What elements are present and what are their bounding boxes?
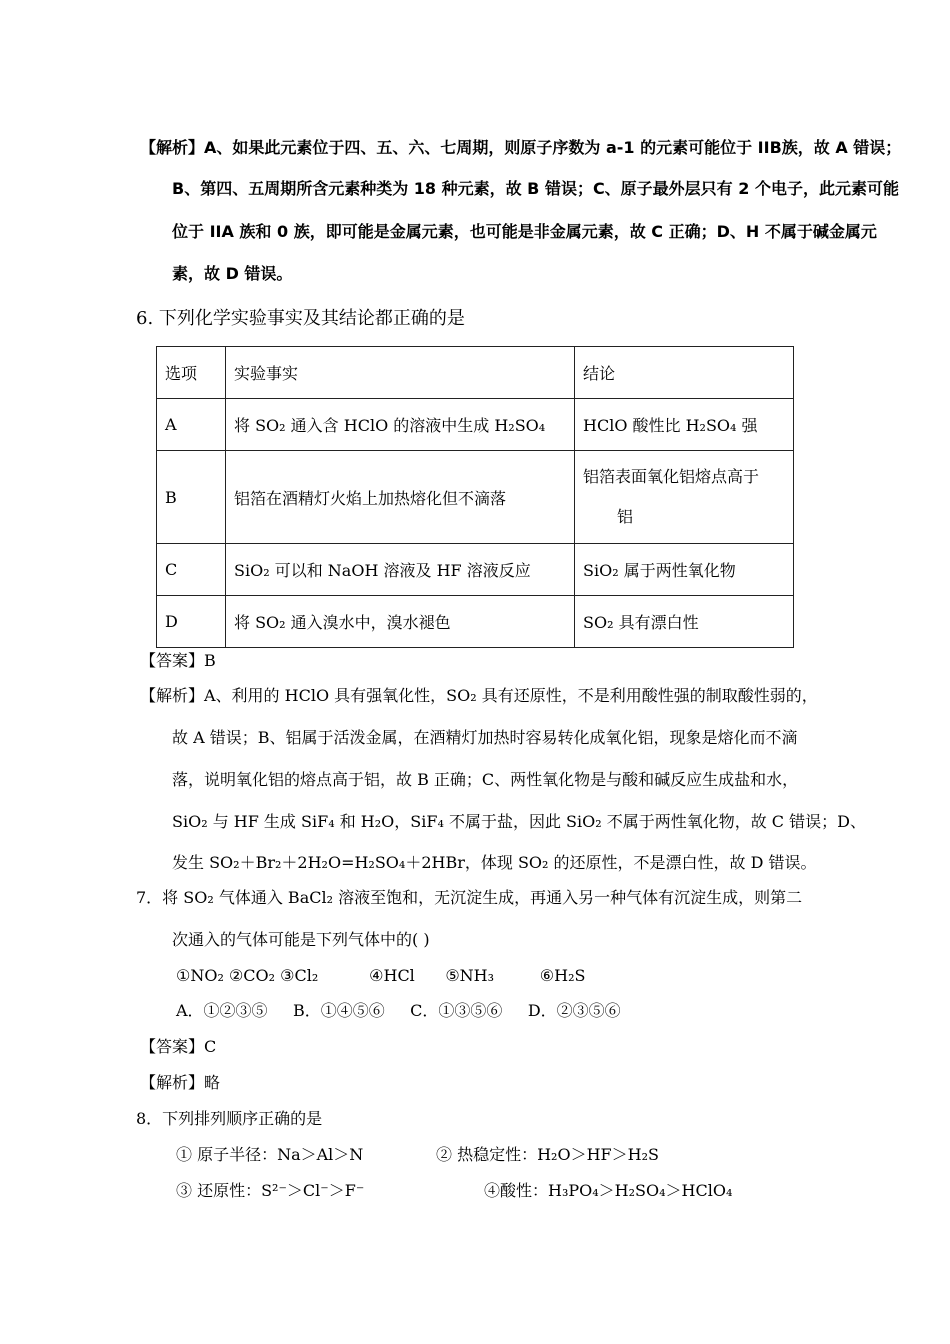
analysis5-line-3: 位于 IIA 族和 0 族，即可能是金属元素，也可能是非金属元素，故 C 正确；D、H 不属于碱金属元 [172, 222, 877, 241]
table-row [157, 399, 794, 451]
row-option: C [157, 544, 226, 596]
row-fact: 铝箔在酒精灯火焰上加热熔化但不滴落 [226, 451, 575, 544]
row-fact: SiO₂ 可以和 NaOH 溶液及 HF 溶液反应 [226, 544, 575, 596]
table-row [157, 596, 794, 648]
row-fact: 将 SO₂ 通入含 HClO 的溶液中生成 H₂SO₄ [226, 399, 575, 451]
question-6-title: 6. 下列化学实验事实及其结论都正确的是 [136, 308, 465, 329]
row-fact: 将 SO₂ 通入溴水中，溴水褪色 [226, 596, 575, 648]
header-conclusion: 结论 [575, 347, 794, 399]
table-row [157, 544, 794, 596]
row-option: D [157, 596, 226, 648]
question-7-answer: 【答案】C [140, 1037, 217, 1056]
question-8-title: 8．下列排列顺序正确的是 [136, 1109, 323, 1128]
table-header-row [157, 347, 794, 399]
row-option: B [157, 451, 226, 544]
question-8-item-2: ② 热稳定性：H₂O＞HF＞H₂S [436, 1145, 659, 1164]
header-fact: 实验事实 [226, 347, 575, 399]
question-6-answer: 【答案】B [140, 651, 216, 670]
question-6-analysis-line-3: 落，说明氧化铝的熔点高于铝，故 B 正确；C、两性氧化物是与酸和碱反应生成盐和水， [172, 770, 799, 789]
question-7-analysis: 【解析】略 [140, 1073, 221, 1092]
row-conclusion [575, 451, 794, 544]
question-6-analysis-line-1: 【解析】A、利用的 HClO 具有强氧化性，SO₂ 具有还原性，不是利用酸性强的制取酸性弱的， [140, 686, 818, 705]
row-conclusion: HClO 酸性比 H₂SO₄ 强 [575, 399, 794, 451]
row-conclusion: SiO₂ 属于两性氧化物 [575, 544, 794, 596]
question-6-table [156, 346, 794, 648]
question-8-item-1: ① 原子半径：Na＞Al＞N [176, 1145, 364, 1164]
question-8-item-4: ④酸性：H₃PO₄＞H₂SO₄＞HClO₄ [484, 1181, 733, 1200]
question-7-stem-line-1: 7．将 SO₂ 气体通入 BaCl₂ 溶液至饱和，无沉淀生成，再通入另一种气体有沉淀生成，则第二 [136, 888, 803, 907]
analysis5-line-1: 【解析】A、如果此元素位于四、五、六、七周期，则原子序数为 a-1 的元素可能位于 IIB族，故 A 错误； [140, 138, 902, 157]
question-7-options: A．①②③⑤ B．①④⑤⑥ C．①③⑤⑥ D．②③⑤⑥ [176, 1001, 621, 1020]
question-8-item-3: ③ 还原性：S²⁻＞Cl⁻＞F⁻ [176, 1181, 365, 1200]
row-conclusion-line-2: 铝 [617, 507, 634, 526]
question-7-gas-list: ①NO₂ ②CO₂ ③Cl₂ ④HCl ⑤NH₃ ⑥H₂S [176, 966, 586, 985]
question-6-analysis-line-5: 发生 SO₂＋Br₂＋2H₂O=H₂SO₄＋2HBr，体现 SO₂ 的还原性，不是漂白性，故 D 错误。 [172, 853, 817, 872]
question-6-analysis-line-2: 故 A 错误；B、铝属于活泼金属，在酒精灯加热时容易转化成氧化铝，现象是熔化而不滴 [172, 728, 798, 747]
question-6-analysis-line-4: SiO₂ 与 HF 生成 SiF₄ 和 H₂O，SiF₄ 不属于盐，因此 SiO₂ 不属于两性氧化物，故 C 错误；D、 [172, 812, 866, 831]
row-conclusion: SO₂ 具有漂白性 [575, 596, 794, 648]
analysis5-line-2: B、第四、五周期所含元素种类为 18 种元素，故 B 错误；C、原子最外层只有 2 个电子，此元素可能 [172, 179, 899, 198]
analysis5-line-4: 素，故 D 错误。 [172, 264, 293, 283]
row-option: A [157, 399, 226, 451]
question-7-stem-line-2: 次通入的气体可能是下列气体中的( ) [172, 930, 430, 949]
table-row [157, 451, 794, 544]
row-conclusion-line-1: 铝箔表面氧化铝熔点高于 [583, 467, 760, 486]
header-option: 选项 [157, 347, 226, 399]
